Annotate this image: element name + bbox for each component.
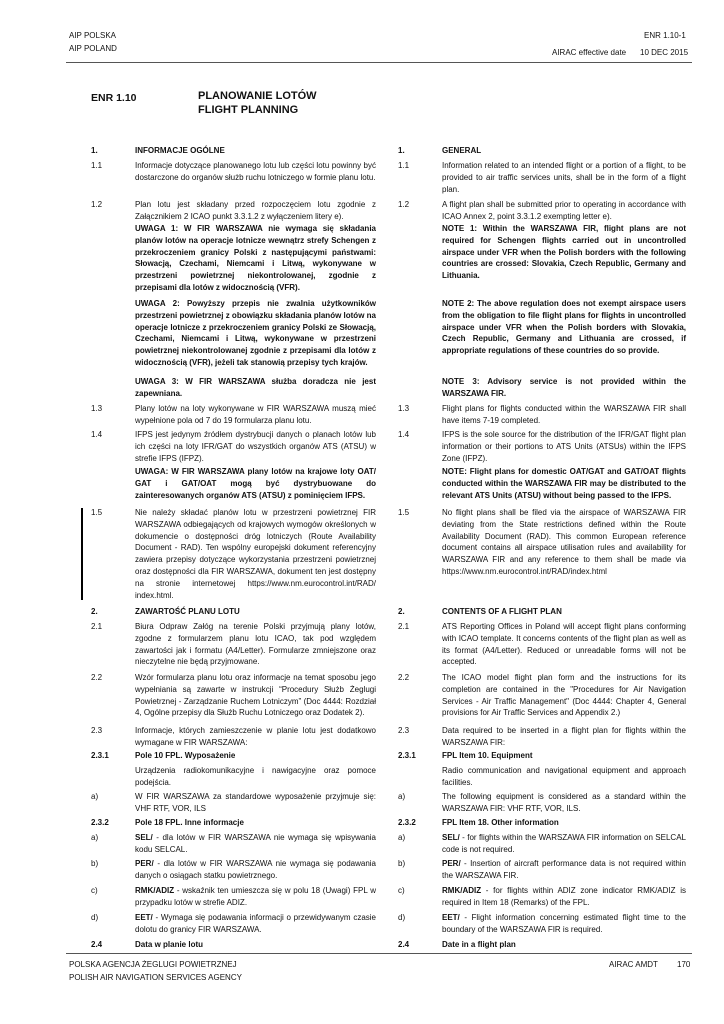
field-indicator: RMK/ADIZ xyxy=(442,886,482,895)
left-paragraph xyxy=(91,912,376,936)
paragraph-number: 2.3.1 xyxy=(398,751,416,760)
left-paragraph xyxy=(91,791,376,815)
left-paragraph xyxy=(91,376,376,400)
left-paragraph xyxy=(91,160,376,184)
paragraph-number: 2.4 xyxy=(398,940,410,949)
field-indicator: EET/ xyxy=(135,913,153,922)
paragraph-text: NOTE: Flight plans for domestic OAT/GAT and GAT/OAT flights conducted within the WARSZAWA FIR may be distributed to the relevant ATS Units (ATSU) without being passed to the IFPS. xyxy=(442,467,686,500)
paragraph-text: Data w planie lotu xyxy=(135,940,204,949)
paragraph-text xyxy=(135,912,376,936)
header-page-ref: ENR 1.10-1 xyxy=(644,31,686,40)
paragraph-number: a) xyxy=(91,792,99,801)
paragraph-text: Flight plans for flights conducted within the WARSZAWA FIR shall have items 7-19 completed. xyxy=(442,404,686,425)
paragraph-text: UWAGA 2: Powyższy przepis nie zwalnia użytkowników przestrzeni powietrznej z obowiązku składania planów lotów na operacje lotnicze z przekroczeniem granicy Polski ze Słowacją, Czechami, Niemcami i Litwą, wykonywane w przestrzeni powietrznej niekontrolowanej zgodnie z przepisami dla lotów z widocznością (VFR), jeżeli tak stanowią przepisy tych krajów. xyxy=(135,299,376,367)
paragraph-text xyxy=(442,858,686,882)
paragraph-number: 2.3.2 xyxy=(91,818,109,827)
right-paragraph xyxy=(398,429,686,464)
header-airac-label: AIRAC effective date xyxy=(552,48,627,57)
paragraph-text xyxy=(135,858,376,882)
right-paragraph xyxy=(398,939,686,951)
paragraph-number: 1.5 xyxy=(91,508,103,517)
field-description: - Flight information concerning estimated flight time to the boundary of the WARSZAWA FIR is required. xyxy=(442,913,686,934)
paragraph-number: c) xyxy=(398,886,405,895)
field-indicator: PER/ xyxy=(135,859,154,868)
right-paragraph xyxy=(398,832,686,856)
paragraph-number: 1. xyxy=(398,146,405,155)
paragraph-text: INFORMACJE OGÓLNE xyxy=(135,146,225,155)
left-paragraph xyxy=(91,466,376,501)
paragraph-number: 1.5 xyxy=(398,508,410,517)
footer-org-en: POLISH AIR NAVIGATION SERVICES AGENCY xyxy=(69,973,242,982)
paragraph-number: b) xyxy=(398,859,406,868)
field-description: - dla lotów w FIR WARSZAWA nie wymaga się podawania danych o osiągach statku powietrznego. xyxy=(135,859,376,880)
paragraph-text: The ICAO model flight plan form and the instructions for its completion are contained in the "Procedures for Air Navigation Services - Air Traffic Management" (Doc 4444: Chapter 4, General provisions for Air Traffic Services and Appendix 2.) xyxy=(442,673,686,718)
left-paragraph xyxy=(91,621,376,668)
paragraph-text: Plany lotów na loty wykonywane w FIR WARSZAWA muszą mieć wypełnione pola od 7 do 19 formularza planu lotu. xyxy=(135,404,376,425)
field-indicator: EET/ xyxy=(442,913,460,922)
paragraph-text: Urządzenia radiokomunikacyjne i nawigacyjne oraz pomoce podejścia. xyxy=(135,766,376,787)
paragraph-number: d) xyxy=(91,913,99,922)
paragraph-number: b) xyxy=(91,859,99,868)
paragraph-text: ATS Reporting Offices in Poland will accept flight plans conforming with ICAO template. It concerns contents of the flight plan as well as its format (A4/Letter). Reduced or unreadable forms will not be accepted. xyxy=(442,622,686,667)
paragraph-text: UWAGA 1: W FIR WARSZAWA nie wymaga się składania planów lotów na operacje lotnicze wewnątrz strefy Schengen z przekroczeniem granicy Polski z następującymi państwami: Słowacją, Czechami, Niemcami i Litwą, wykonywane w przestrzeni powietrznej niekontrolowanej, zgodnie z przepisami dla lotów z widocznością (VFR). xyxy=(135,224,376,292)
paragraph-text: Informacje, których zamieszczenie w planie lotu jest dodatkowo wymagane w FIR WARSZAWA: xyxy=(135,726,376,747)
left-paragraph xyxy=(91,199,376,223)
right-paragraph xyxy=(398,621,686,668)
footer-rule xyxy=(66,953,692,954)
paragraph-text: Radio communication and navigational equipment and approach facilities. xyxy=(442,766,686,787)
left-paragraph xyxy=(91,939,376,951)
paragraph-number: 2.3.1 xyxy=(91,751,109,760)
paragraph-text: ZAWARTOŚĆ PLANU LOTU xyxy=(135,607,240,616)
paragraph-text xyxy=(135,885,376,909)
paragraph-text: Informacje dotyczące planowanego lotu lub części lotu powinny być dostarczone do organów służb ruchu lotniczego w formie planu lotu. xyxy=(135,161,376,182)
left-paragraph xyxy=(91,858,376,882)
paragraph-text: The following equipment is considered as a standard within the WARSZAWA FIR: VHF RTF, VOR, ILS. xyxy=(442,792,686,813)
paragraph-text: Information related to an intended flight or a portion of a flight, to be provided to air traffic services units, shall be in the form of a flight plan. xyxy=(442,161,686,194)
paragraph-number: a) xyxy=(91,833,99,842)
title-en: FLIGHT PLANNING xyxy=(198,104,299,116)
right-paragraph xyxy=(398,885,686,909)
paragraph-text: Pole 10 FPL. Wyposażenie xyxy=(135,751,236,760)
paragraph-number: 2.1 xyxy=(398,622,410,631)
right-paragraph xyxy=(398,160,686,195)
paragraph-text: A flight plan shall be submitted prior to operating in accordance with ICAO Annex 2, point 3.3.1.2 exempting letter e). xyxy=(442,200,686,221)
header-airac-date: 10 DEC 2015 xyxy=(640,48,689,57)
right-paragraph xyxy=(398,466,686,501)
paragraph-number: 2.3 xyxy=(91,726,103,735)
left-paragraph xyxy=(91,672,376,719)
paragraph-text: FPL Item 10. Equipment xyxy=(442,751,533,760)
field-description: - wskaźnik ten umieszcza się w polu 18 (Uwagi) FPL w przypadku lotów w strefie ADIZ. xyxy=(135,886,376,907)
paragraph-number: 1.2 xyxy=(91,200,103,209)
right-paragraph xyxy=(398,672,686,719)
field-indicator: PER/ xyxy=(442,859,461,868)
field-description: - Insertion of aircraft performance data is not required within the WARSZAWA FIR. xyxy=(442,859,686,880)
paragraph-number: 2. xyxy=(91,607,98,616)
field-description: - dla lotów w FIR WARSZAWA nie wymaga się wpisywania kodu SELCAL. xyxy=(135,833,376,854)
paragraph-text xyxy=(442,885,686,909)
paragraph-text: Biura Odpraw Załóg na terenie Polski przyjmują plany lotów, zgodne z formularzem planu lotu ICAO, tak pod względem zawartości jak i formatu (A4/Letter). Formularze zmniejszone oraz nieczytelne nie będą przyjmowane. xyxy=(135,622,376,667)
change-bar xyxy=(81,508,83,600)
left-paragraph xyxy=(91,429,376,464)
paragraph-number: 1.4 xyxy=(398,430,410,439)
left-paragraph xyxy=(91,606,376,618)
paragraph-text: CONTENTS OF A FLIGHT PLAN xyxy=(442,607,562,616)
left-paragraph xyxy=(91,750,376,762)
right-paragraph xyxy=(398,858,686,882)
paragraph-text: UWAGA 3: W FIR WARSZAWA służba doradcza nie jest zapewniana. xyxy=(135,377,376,398)
header-rule xyxy=(66,62,692,63)
paragraph-text: IFPS is the sole source for the distribution of the IFR/GAT flight plan information or their portions to ATS Units (ATSUs) within the IFPS Zone (IFPZ). xyxy=(442,430,686,463)
paragraph-text: Pole 18 FPL. Inne informacje xyxy=(135,818,244,827)
right-paragraph xyxy=(398,507,686,578)
paragraph-number: d) xyxy=(398,913,406,922)
paragraph-number: 1.1 xyxy=(398,161,410,170)
paragraph-number: 1.1 xyxy=(91,161,103,170)
paragraph-text: GENERAL xyxy=(442,146,482,155)
paragraph-number: 2.2 xyxy=(91,673,103,682)
paragraph-number: 1.3 xyxy=(398,404,410,413)
paragraph-number: c) xyxy=(91,886,98,895)
right-paragraph xyxy=(398,817,686,829)
left-paragraph xyxy=(91,765,376,789)
left-paragraph xyxy=(91,885,376,909)
paragraph-number: 2. xyxy=(398,607,405,616)
paragraph-text: Plan lotu jest składany przed rozpoczęciem lotu zgodnie z Załącznikiem 2 ICAO punkt 3.3.1.2 z wyłączeniem litery e). xyxy=(135,200,376,221)
field-description: - for flights within ADIZ zone indicator RMK/ADIZ is required in Item 18 (Remarks) of the FPL. xyxy=(442,886,686,907)
paragraph-number: 1.2 xyxy=(398,200,410,209)
left-paragraph xyxy=(91,145,376,157)
right-paragraph xyxy=(398,298,686,357)
title-pl: PLANOWANIE LOTÓW xyxy=(198,90,317,102)
footer-page-number: 170 xyxy=(677,960,691,969)
paragraph-text: No flight plans shall be filed via the airspace of WARSZAWA FIR deviating from the State restrictions defined within the Route Availability Document (RAD). This common European reference document contains all airspace utilisation rules and availability for WARSZAWA FIR and any reference to them shall be made via https://www.nm.eurocontrol.int/RAD/index.html xyxy=(442,508,686,576)
paragraph-text: NOTE 1: Within the WARSZAWA FIR, flight plans are not required for Schengen flights carried out in uncontrolled airspace under VFR when the Polish borders with the following countries are crossed: Slovakia, Czech Republic, Germany and Lithuania. xyxy=(442,224,686,281)
paragraph-number: a) xyxy=(398,792,406,801)
right-paragraph xyxy=(398,750,686,762)
paragraph-number: 2.1 xyxy=(91,622,103,631)
page-title xyxy=(198,89,317,117)
right-paragraph xyxy=(398,145,686,157)
paragraph-text: Wzór formularza planu lotu oraz informacje na temat sposobu jego wypełniania są zawarte w instrukcji “Procedury Służb Żeglugi Powietrznej - Zarządzanie Ruchem Lotniczym” (Doc 4444: Rozdział 4, Ogólne przepisy dla Służb Ruchu Lotniczego oraz Dodatek 2). xyxy=(135,673,376,718)
paragraph-text: Data required to be inserted in a flight plan for flights within the WARSZAWA FIR: xyxy=(442,726,686,747)
paragraph-text: NOTE 2: The above regulation does not exempt airspace users from the obligation to file flight plans for flights in uncontrolled airspace under VFR when the Polish borders with Slovakia, Czech Republic, Germany and Lithuania are crossed, if appropriate regulations of these countries do so provide. xyxy=(442,299,686,356)
paragraph-number: 2.3 xyxy=(398,726,410,735)
field-indicator: SEL/ xyxy=(442,833,460,842)
left-paragraph xyxy=(91,817,376,829)
paragraph-number: 2.3.2 xyxy=(398,818,416,827)
field-description: - Wymaga się podawania informacji o przewidywanym czasie dolotu do granicy FIR WARSZAWA. xyxy=(135,913,376,934)
paragraph-number: 2.2 xyxy=(398,673,410,682)
right-paragraph xyxy=(398,376,686,400)
paragraph-text xyxy=(135,832,376,856)
right-paragraph xyxy=(398,403,686,427)
right-paragraph xyxy=(398,765,686,789)
footer-org-pl: POLSKA AGENCJA ŻEGLUGI POWIETRZNEJ xyxy=(69,960,237,969)
left-paragraph xyxy=(91,725,376,749)
field-indicator: SEL/ xyxy=(135,833,153,842)
right-paragraph xyxy=(398,223,686,282)
paragraph-text: IFPS jest jedynym źródłem dystrybucji danych o planach lotów lub ich części na loty IFR/GAT do wszystkich organów ATS (ATSU) w strefie IFPS (IFPZ). xyxy=(135,430,376,463)
left-paragraph xyxy=(91,298,376,369)
header-aip-pl: AIP POLSKA xyxy=(69,31,116,40)
paragraph-number: 2.4 xyxy=(91,940,103,949)
paragraph-text: Date in a flight plan xyxy=(442,940,516,949)
paragraph-number: 1. xyxy=(91,146,98,155)
paragraph-number: 1.3 xyxy=(91,404,103,413)
header-aip-en: AIP POLAND xyxy=(69,44,117,53)
left-paragraph xyxy=(91,223,376,294)
left-paragraph xyxy=(91,507,376,601)
section-code: ENR 1.10 xyxy=(91,92,137,104)
paragraph-text: W FIR WARSZAWA za standardowe wyposażenie przyjmuje się: VHF RTF, VOR, ILS xyxy=(135,792,376,813)
paragraph-text: FPL Item 18. Other information xyxy=(442,818,559,827)
paragraph-text: NOTE 3: Advisory service is not provided within the WARSZAWA FIR. xyxy=(442,377,686,398)
left-paragraph xyxy=(91,403,376,427)
paragraph-text xyxy=(442,832,686,856)
field-description: - for flights within the WARSZAWA FIR information on SELCAL code is not required. xyxy=(442,833,686,854)
field-indicator: RMK/ADIZ xyxy=(135,886,175,895)
paragraph-text xyxy=(442,912,686,936)
paragraph-number: 1.4 xyxy=(91,430,103,439)
right-paragraph xyxy=(398,199,686,223)
right-paragraph xyxy=(398,912,686,936)
right-paragraph xyxy=(398,725,686,749)
right-paragraph xyxy=(398,791,686,815)
footer-amdt: AIRAC AMDT xyxy=(609,960,658,969)
paragraph-text: UWAGA: W FIR WARSZAWA plany lotów na krajowe loty OAT/ GAT i GAT/OAT mogą być dystrybuowane do zainteresowanych organów ATS (ATSU) z pominięciem IFPS. xyxy=(135,467,376,500)
left-paragraph xyxy=(91,832,376,856)
paragraph-number: a) xyxy=(398,833,406,842)
paragraph-text: Nie należy składać planów lotu w przestrzeni powietrznej FIR WARSZAWA odbiegających od krajowych wymogów określonych w dokumencie o dostępności dróg lotniczych (Route Availability Document - RAD). Ten wspólny europejski dokument referencyjny zawiera przepisy dotyczące wykorzystania przestrzeni powietrznej oraz dostępności dla FIR WARSZAWA, dokument ten jest dostępny na stronie internetowej https://www.nm.eurocontrol.int/RAD/ index.html. xyxy=(135,508,376,600)
right-paragraph xyxy=(398,606,686,618)
